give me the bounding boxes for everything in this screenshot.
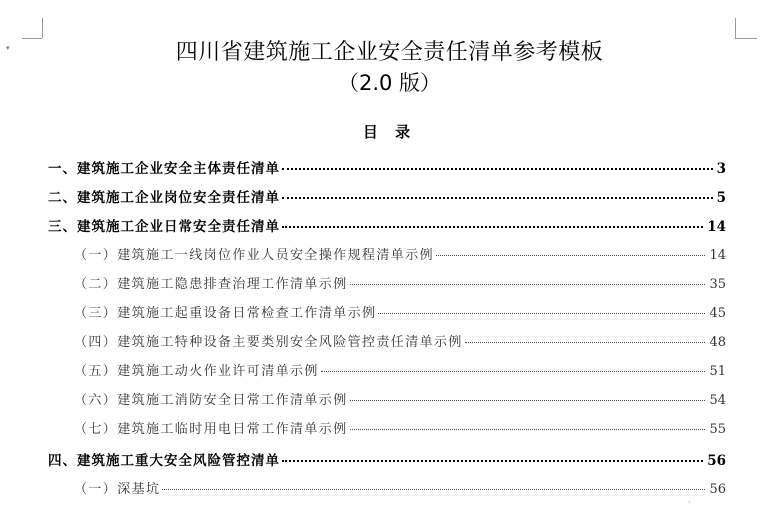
toc-entry-page: 14 [707,219,726,235]
toc-subentry[interactable] [74,302,726,322]
toc-entry-page: 56 [707,453,726,469]
toc-entry-page: 54 [709,393,726,408]
toc-entry-page: 5 [716,190,726,206]
toc-leader [282,168,713,170]
toc-subentry[interactable] [74,418,726,438]
toc-entry-page: 35 [709,277,726,292]
crop-mark-top-right [735,18,736,38]
toc-leader [378,313,705,314]
toc-entry-page: 51 [709,364,726,379]
toc-heading: 目 录 [362,123,417,141]
toc-entry-label: （二）建筑施工隐患排查治理工作清单示例 [74,277,348,292]
toc-entry-page: 48 [709,335,726,350]
document-title: 四川省建筑施工企业安全责任清单参考模板 [175,40,604,65]
document-subtitle: （2.0 版） [337,71,442,95]
toc-entry-page: 56 [709,482,726,497]
paragraph-mark-icon: · [688,498,691,507]
toc-leader [465,342,706,343]
toc-entry-label: （六）建筑施工消防安全日常工作清单示例 [74,393,348,408]
toc-leader [282,460,703,462]
toc-subentry[interactable] [74,389,726,409]
toc-subentry[interactable] [74,273,726,293]
toc-entry-label: 四、建筑施工重大安全风险管控清单 [48,453,280,469]
toc-entry-page: 3 [716,161,726,177]
toc-entry-label: （七）建筑施工临时用电日常工作清单示例 [74,422,348,437]
crop-mark-top-left [42,18,43,38]
toc-leader [436,255,705,256]
toc-leader [350,400,706,401]
toc-subentry[interactable] [74,331,726,351]
toc-entry-label: （一）建筑施工一线岗位作业人员安全操作规程清单示例 [74,248,435,263]
toc-leader [282,197,713,199]
toc-entry[interactable] [48,186,726,206]
toc-leader [350,284,706,285]
collapse-arrow-icon[interactable]: ▾ [6,44,10,52]
toc-entry-label: 二、建筑施工企业岗位安全责任清单 [48,190,280,206]
toc-subentry[interactable] [74,244,726,264]
toc-entry-label: （一）深基坑 [74,482,161,497]
toc-leader [162,489,705,490]
toc-entry-label: （三）建筑施工起重设备日常检查工作清单示例 [74,306,377,321]
toc-entry[interactable] [48,449,726,469]
toc-subentry[interactable] [74,360,726,380]
toc-leader [350,429,706,430]
toc-entry-label: 一、建筑施工企业安全主体责任清单 [48,161,280,177]
toc-entry-label: （五）建筑施工动火作业许可清单示例 [74,364,319,379]
toc-entry-page: 45 [709,306,726,321]
toc-entry-label: 三、建筑施工企业日常安全责任清单 [48,219,280,235]
toc-entry-page: 55 [709,422,726,437]
toc-leader [321,371,706,372]
toc-entry[interactable] [48,157,726,177]
toc-leader [282,226,703,228]
toc-entry-label: （四）建筑施工特种设备主要类别安全风险管控责任清单示例 [74,335,463,350]
toc-entry-page: 14 [709,248,726,263]
toc-subentry[interactable] [74,478,726,498]
toc-entry[interactable] [48,215,726,235]
